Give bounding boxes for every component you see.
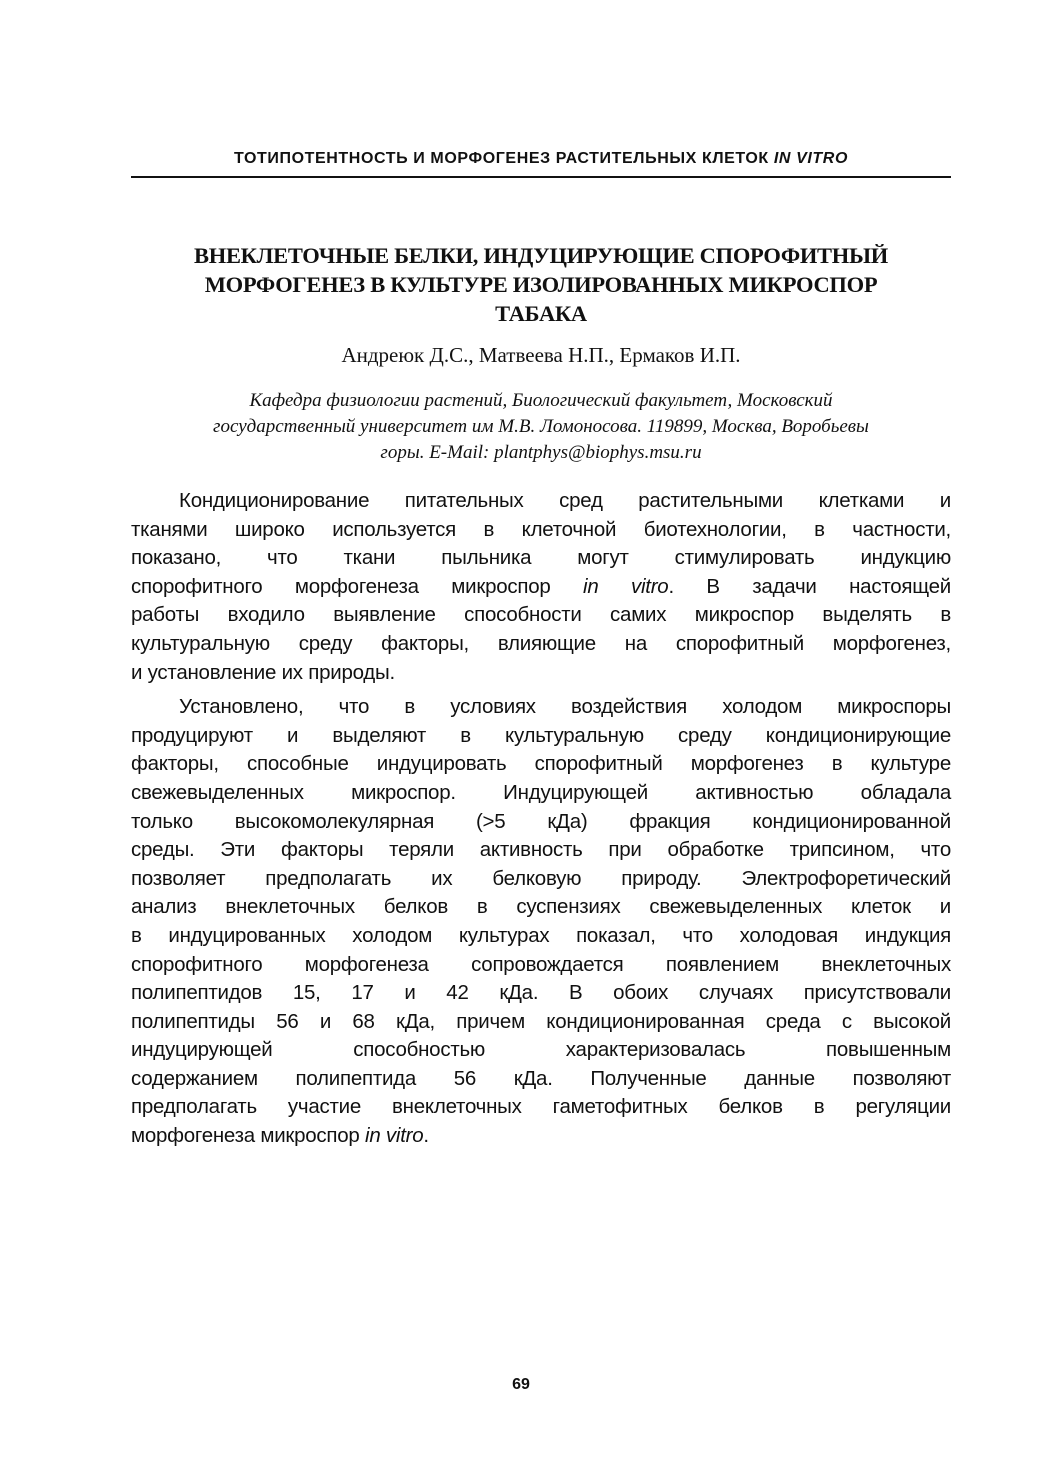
title-line: МОРФОГЕНЕЗ В КУЛЬТУРЕ ИЗОЛИРОВАННЫХ МИКРОСПОР xyxy=(204,272,878,297)
text-line: в индуцированных холодом культурах показал, что холодовая индукция xyxy=(131,923,951,947)
text-line: факторы, способные индуцировать спорофитный морфогенез в культуре xyxy=(131,752,951,776)
header-rule xyxy=(131,176,951,178)
text-line: и установление их природы. xyxy=(131,660,395,684)
article-title xyxy=(131,241,951,328)
text-line xyxy=(131,1122,951,1151)
text-line: Установлено, что в условиях воздействия холодом микроспоры xyxy=(179,695,951,719)
affiliation-line: государственный университет им М.В. Ломоносова. 119899, Москва, Воробьевы xyxy=(213,416,869,437)
abstract-body xyxy=(131,487,951,1157)
text-line: только высокомолекулярная (>5 кДа) фракция кондиционированной xyxy=(131,809,951,833)
running-head-text: ТОТИПОТЕНТНОСТЬ И МОРФОГЕНЕЗ РАСТИТЕЛЬНЫХ КЛЕТОК xyxy=(233,150,769,167)
paragraph-2 xyxy=(131,693,951,1151)
text-line: индуцирующей способностью характеризовалась повышенным xyxy=(131,1038,951,1062)
text-line: анализ внеклеточных белков в суспензиях свежевыделенных клеток и xyxy=(131,895,951,919)
text-line: содержанием полипептида 56 кДа. Полученные данные позволяют xyxy=(131,1066,951,1090)
running-head-italic: IN VITRO xyxy=(773,150,848,167)
text-line: полипептиды 56 и 68 кДа, причем кондиционированная среда с высокой xyxy=(131,1009,951,1033)
text-line: предполагать участие внеклеточных гаметофитных белков в регуляции xyxy=(131,1095,951,1119)
text-line: культуральную среду факторы, влияющие на спорофитный морфогенез, xyxy=(131,631,951,655)
text-line: тканями широко используется в клеточной биотехнологии, в частности, xyxy=(131,517,951,541)
title-line: ТАБАКА xyxy=(495,301,587,326)
text-line: работы входило выявление способности самих микроспор выделять в xyxy=(131,603,951,627)
text-line: полипептидов 15, 17 и 42 кДа. В обоих случаях присутствовали xyxy=(131,981,951,1005)
in-vitro-italic: in vitro xyxy=(365,1124,424,1148)
text-segment: спорофитного морфогенеза микроспор xyxy=(131,574,584,598)
text-line: позволяет предполагать их белковую природу. Электрофоретический xyxy=(131,866,951,890)
text-segment: . В задачи настоящей xyxy=(668,574,951,598)
title-line: ВНЕКЛЕТОЧНЫЕ БЕЛКИ, ИНДУЦИРУЮЩИЕ СПОРОФИТНЫЙ xyxy=(194,243,888,268)
paragraph-1 xyxy=(131,487,951,687)
text-segment: морфогенеза микроспор xyxy=(131,1124,366,1148)
text-segment: . xyxy=(423,1124,429,1148)
text-line: Кондиционирование питательных сред растительными клетками и xyxy=(179,489,951,512)
authors: Андреюк Д.С., Матвеева Н.П., Ермаков И.П. xyxy=(341,343,741,367)
text-line xyxy=(131,573,951,602)
page-number: 69 xyxy=(512,1376,530,1393)
text-line: показано, что ткани пыльника могут стимулировать индукцию xyxy=(131,546,951,570)
affiliation-line: горы. E-Mail: plantphys@biophys.msu.ru xyxy=(380,442,702,463)
affiliation-line: Кафедра физиологии растений, Биологический факультет, Московский xyxy=(249,390,833,411)
in-vitro-italic: in vitro xyxy=(583,574,669,598)
affiliation xyxy=(131,388,951,466)
running-head xyxy=(131,150,951,168)
text-line: свежевыделенных микроспор. Индуцирующей активностью обладала xyxy=(131,780,951,804)
text-line: продуцируют и выделяют в культуральную среду кондиционирующие xyxy=(131,723,951,747)
text-line: спорофитного морфогенеза сопровождается появлением внеклеточных xyxy=(131,952,951,976)
text-line: среды. Эти факторы теряли активность при обработке трипсином, что xyxy=(131,838,951,862)
